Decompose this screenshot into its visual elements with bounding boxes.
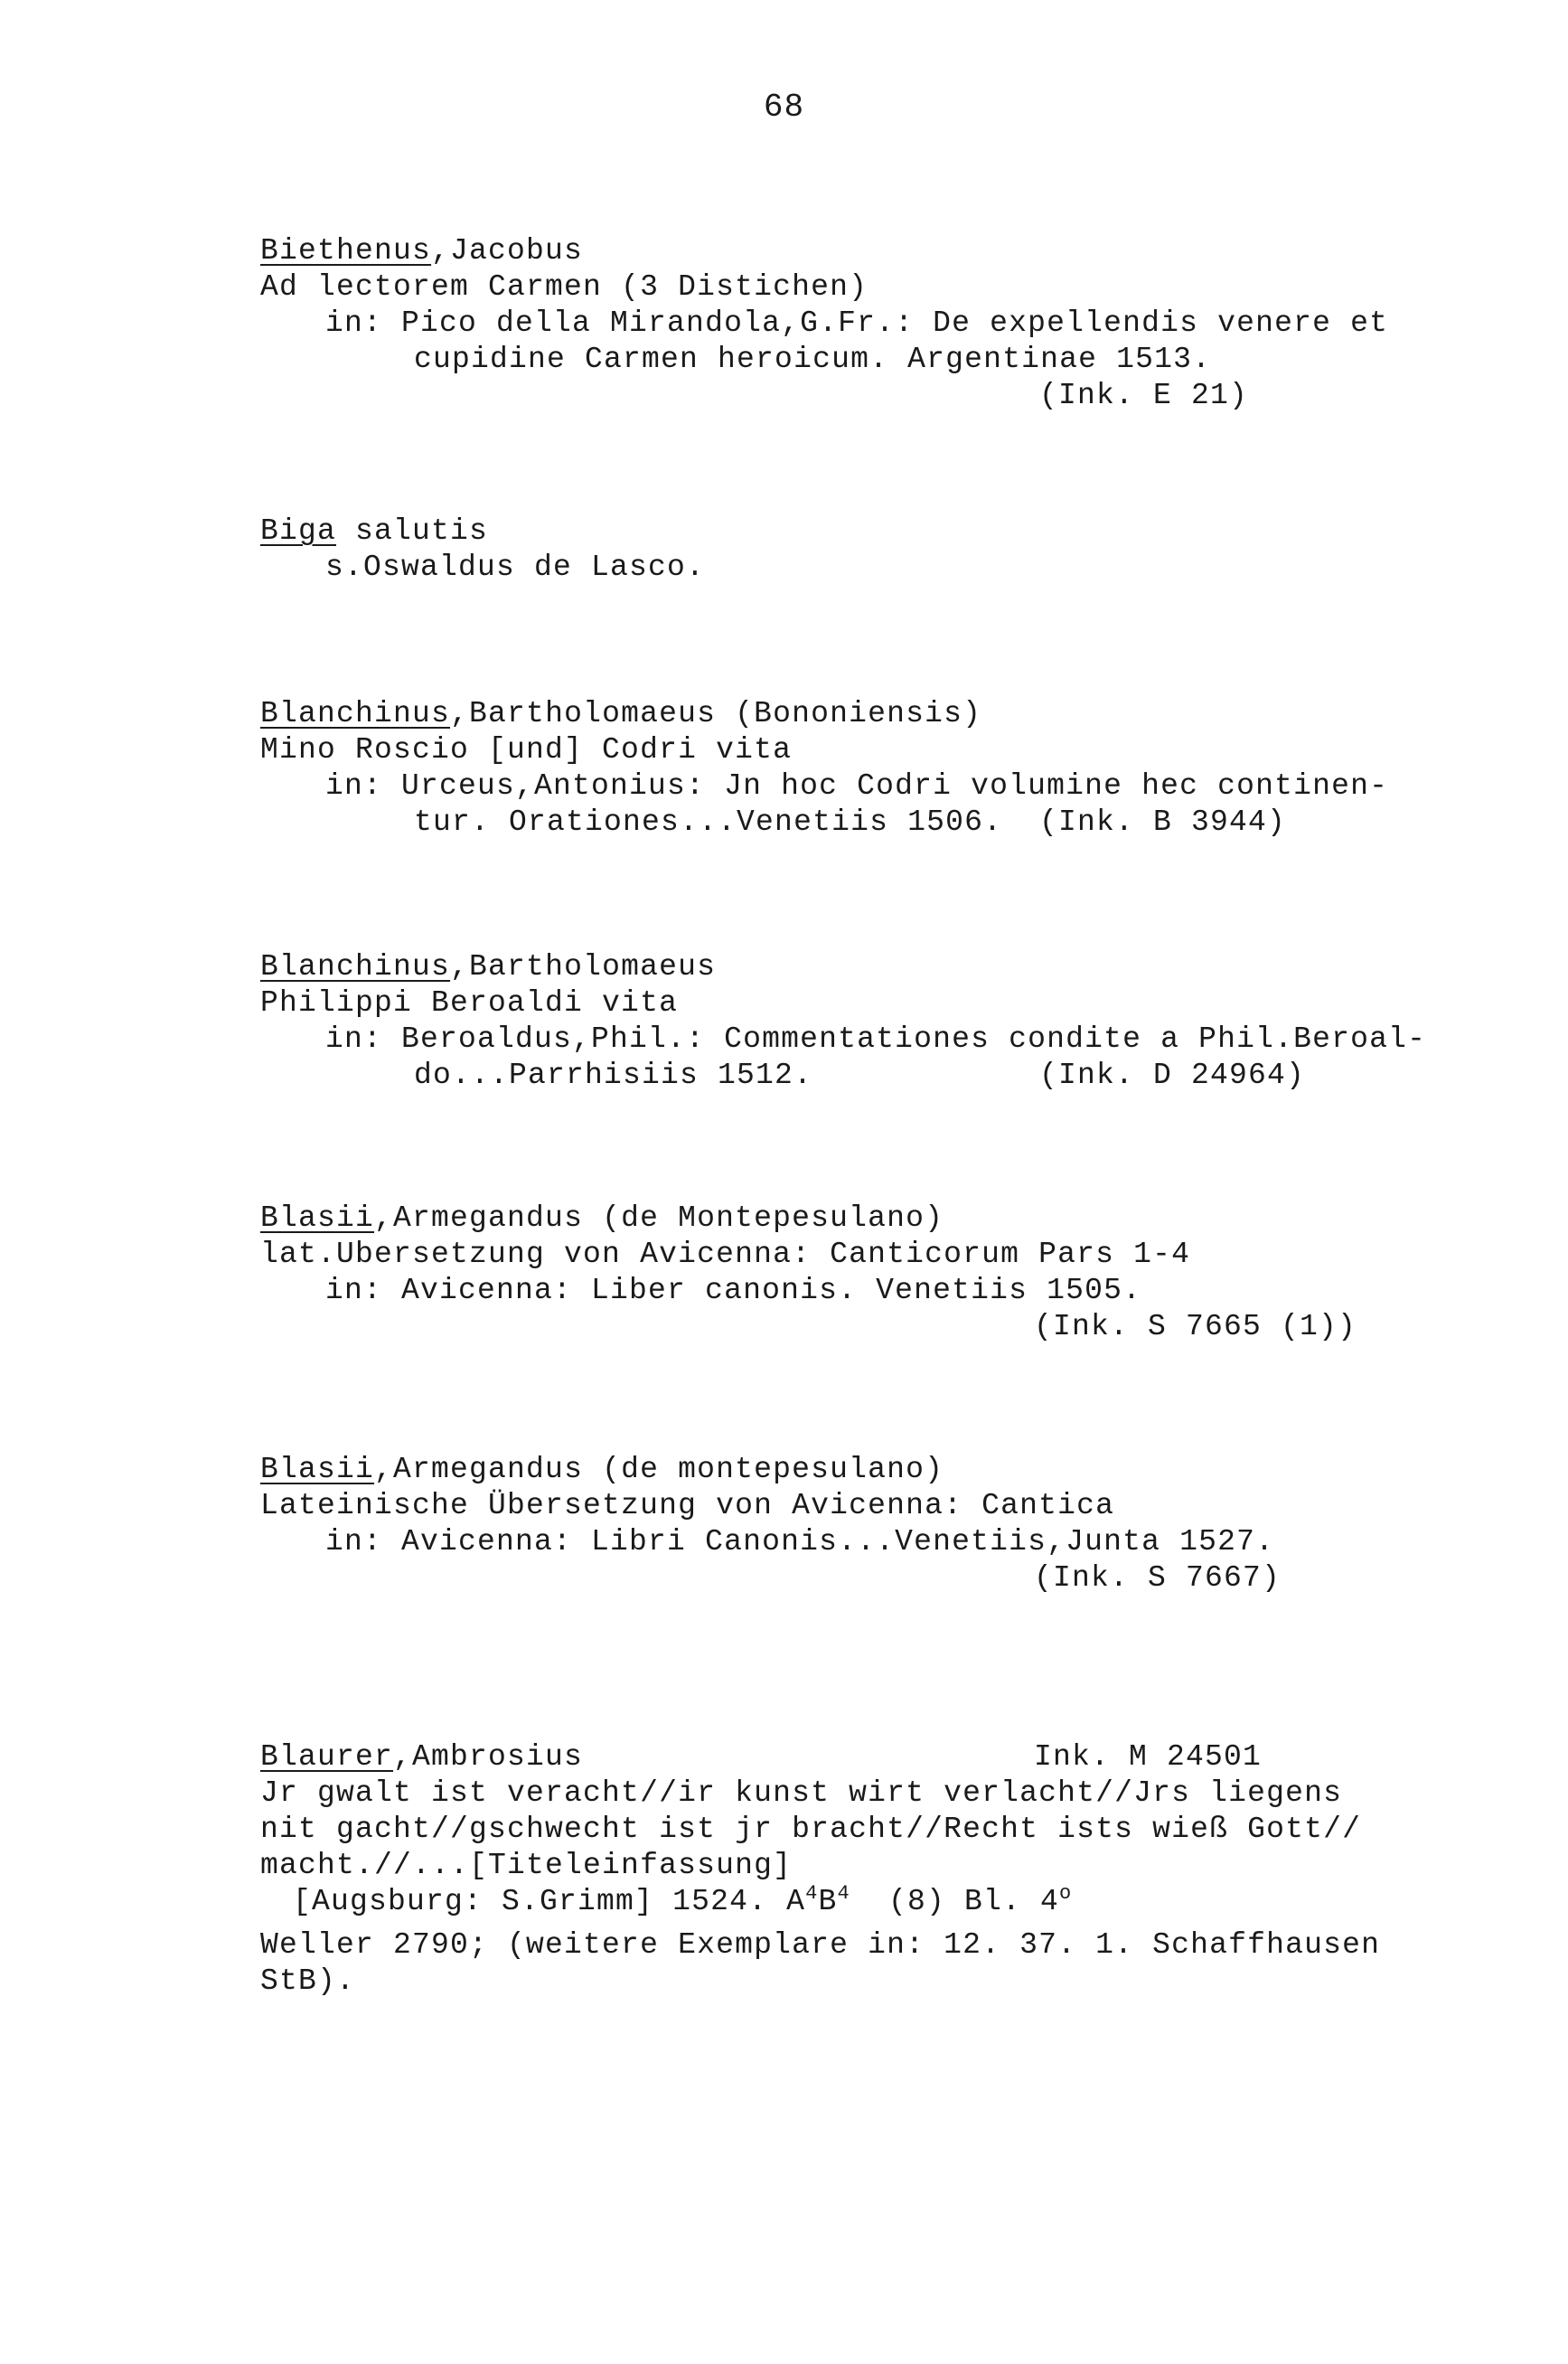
entry-title: Ad lectorem Carmen (3 Distichen) — [260, 270, 869, 304]
entry-title: lat.Ubersetzung von Avicenna: Canticorum Pars 1-4 — [260, 1238, 1191, 1271]
entry-imprint — [260, 1884, 1435, 1920]
shelfmark: (Ink. S 7665 (1)) — [1034, 1310, 1357, 1343]
shelfmark: (Ink. S 7667) — [1034, 1561, 1282, 1595]
entry-title-line: Jr gwalt ist veracht//ir kunst wirt verlacht//Jrs liegens — [260, 1776, 1343, 1810]
entry-heading — [260, 1739, 1435, 1775]
entry-name-rest: ,Jacobus — [431, 234, 584, 268]
shelfmark: (Ink. D 24964) — [1039, 1059, 1306, 1092]
entry-blasii-2 — [260, 1452, 1435, 1596]
entry-in-line-text: do...Parrhisiis 1512. — [414, 1059, 813, 1092]
imprint-text: [Augsburg: S.Grimm] 1524. A — [293, 1885, 806, 1918]
entry-in-line-text: tur. Orationes...Venetiis 1506. — [414, 805, 1003, 839]
entry-in-line: in: Avicenna: Liber canonis. Venetiis 1505. — [325, 1274, 1142, 1307]
entry-name-rest: ,Bartholomaeus (Bononiensis) — [450, 697, 982, 730]
entry-ref-line — [260, 1560, 1435, 1596]
entry-blasii-1 — [260, 1201, 1435, 1345]
entry-name-rest: ,Armegandus (de montepesulano) — [374, 1453, 944, 1486]
entry-title: Lateinische Übersetzung von Avicenna: Cantica — [260, 1489, 1115, 1522]
signature-b-count: 4 — [837, 1882, 850, 1905]
shelfmark: Ink. M 24501 — [1034, 1740, 1263, 1774]
entry-name: Biethenus — [260, 234, 432, 268]
entry-in-line: in: Urceus,Antonius: Jn hoc Codri volumine hec continen- — [325, 769, 1389, 803]
entry-heading — [260, 949, 1435, 985]
format-superscript: o — [1058, 1882, 1073, 1905]
entry-name: Blanchinus — [260, 697, 451, 730]
entry-in-line-cont: cupidine Carmen heroicum. Argentinae 1513. — [414, 343, 1212, 376]
entry-name: Blanchinus — [260, 950, 451, 984]
entry-blanchinus-1 — [260, 696, 1435, 841]
entry-name: Blaurer — [260, 1740, 394, 1774]
entry-ref-line — [260, 1309, 1435, 1345]
entry-blaurer — [260, 1739, 1435, 2000]
shelfmark: (Ink. E 21) — [1039, 379, 1249, 412]
entry-in-line-cont — [260, 805, 1435, 841]
shelfmark: (Ink. B 3944) — [1039, 805, 1287, 839]
entry-name-rest: ,Bartholomaeus — [450, 950, 717, 984]
entry-note-line: Weller 2790; (weitere Exemplare in: 12. 37. 1. Schaffhausen — [260, 1928, 1381, 1962]
entry-name: Blasii — [260, 1201, 375, 1235]
entry-ref-line — [260, 378, 1435, 414]
entry-biethenus — [260, 233, 1435, 414]
entry-heading — [260, 1452, 1435, 1488]
entry-title-line: macht.//...[Titeleinfassung] — [260, 1849, 793, 1882]
entry-in-line: in: Avicenna: Libri Canonis...Venetiis,Junta 1527. — [325, 1525, 1275, 1559]
signature-a-count: 4 — [805, 1882, 819, 1905]
entry-blanchinus-2 — [260, 949, 1435, 1094]
entry-in-line: in: Beroaldus,Phil.: Commentationes condite a Phil.Beroal- — [325, 1022, 1427, 1056]
leaves-and-format: (8) Bl. 4 — [887, 1885, 1059, 1918]
signature-b-letter: B — [818, 1885, 838, 1918]
entry-name-rest: ,Armegandus (de Montepesulano) — [374, 1201, 944, 1235]
entry-name-rest: salutis — [336, 514, 489, 548]
page-number: 68 — [763, 89, 805, 126]
entry-name: Biga — [260, 514, 337, 548]
entry-heading — [260, 1201, 1435, 1237]
entry-name-rest: ,Ambrosius — [393, 1740, 584, 1774]
entry-heading — [260, 513, 1435, 550]
entry-title: Philippi Beroaldi vita — [260, 986, 679, 1020]
entry-in-line: in: Pico della Mirandola,G.Fr.: De expellendis venere et — [325, 306, 1389, 340]
entry-heading — [260, 696, 1435, 732]
entry-see-reference: s.Oswaldus de Lasco. — [325, 551, 706, 584]
entry-name: Blasii — [260, 1453, 375, 1486]
entry-title: Mino Roscio [und] Codri vita — [260, 733, 793, 767]
entry-in-line-cont — [260, 1058, 1435, 1094]
entry-note-line: StB). — [260, 1964, 356, 1998]
entry-heading — [260, 233, 1435, 269]
entry-biga — [260, 513, 1435, 586]
entry-title-line: nit gacht//gschwecht ist jr bracht//Recht ists wieß Gott// — [260, 1813, 1362, 1846]
